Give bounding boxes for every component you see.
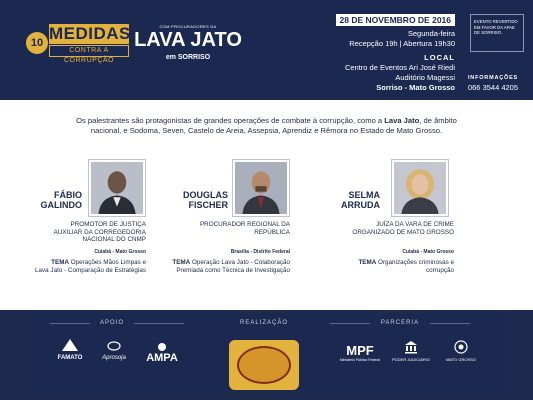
speaker-role xyxy=(320,221,454,236)
logo-number: 10 xyxy=(26,32,48,54)
apae-line-2: EM FAVOR DA APAE xyxy=(474,24,515,30)
sponsor-ampa[interactable] xyxy=(142,342,182,362)
role-line-1: PROMOTOR DE JUSTIÇA xyxy=(70,221,146,228)
apae-line-1: EVENTO REVERTIDO xyxy=(474,19,518,24)
speakers-section xyxy=(0,100,533,310)
tema-line-2: Premiada como Técnica de Investigação xyxy=(176,266,290,274)
event-location-tag: em SORRISO xyxy=(165,54,211,61)
apae-line-3: DE SORRISO. xyxy=(474,30,503,35)
tema-line-2: corrupção xyxy=(425,266,454,274)
speaker-first-name: DOUGLAS xyxy=(183,190,228,200)
realizacao-seal[interactable] xyxy=(229,340,299,390)
speaker-photo xyxy=(89,160,145,216)
speaker-name xyxy=(170,190,228,210)
venue-line-1: Centro de Eventos Ari José Riedi xyxy=(344,63,455,72)
contact-phone[interactable]: 066 3544 4205 xyxy=(467,83,519,92)
logo-subtitle: CONTRA A CORRUPÇÃO xyxy=(49,45,129,57)
sponsor-sublabel: Ministério Público Federal xyxy=(339,358,381,362)
speaker-role xyxy=(160,221,290,236)
portrait-icon xyxy=(91,162,143,214)
event-weekday: Segunda-feira xyxy=(407,29,455,38)
tema-line-1: Operações Mãos Limpas e xyxy=(70,259,146,266)
tema-key: TEMA xyxy=(172,259,191,266)
tema-key: TEMA xyxy=(358,259,377,266)
speaker-tema xyxy=(10,259,146,274)
role-line-1: JUÍZA DA VARA DE CRIME xyxy=(376,221,454,228)
divider xyxy=(134,323,184,324)
portrait-icon xyxy=(235,162,287,214)
role-line-2: ORGANIZADO DE MATO GROSSO xyxy=(352,228,454,236)
speaker-origin: Brasília - Distrito Federal xyxy=(230,249,290,255)
speaker-name xyxy=(330,190,380,210)
realizacao-label: REALIZAÇÃO xyxy=(239,320,288,326)
speaker-last-name: FISCHER xyxy=(188,200,228,210)
speaker-origin: Cuiabá - Mato Grosso xyxy=(402,249,454,255)
intro-text xyxy=(10,116,523,136)
speaker-photo xyxy=(233,160,289,216)
intro-line-2: nacional, e Sodoma, Seven, Castelo de Areia, Assepsia, Aprendiz e Rêmora no Estado de Mato Grosso. xyxy=(90,126,443,135)
logo-title: MEDIDAS xyxy=(49,24,131,43)
speaker-last-name: GALINDO xyxy=(40,200,82,210)
role-line-3: NACIONAL DO CNMP xyxy=(82,236,146,243)
portrait-icon xyxy=(394,162,446,214)
sponsor-label: FAMATO xyxy=(57,355,83,361)
sponsor-label: PODER JUDICIÁRIO xyxy=(391,357,430,362)
courthouse-icon xyxy=(404,340,418,354)
header xyxy=(0,0,533,100)
speaker-photo xyxy=(392,160,448,216)
speaker-name xyxy=(20,190,82,210)
divider xyxy=(50,323,90,324)
speaker-first-name: SELMA xyxy=(348,190,380,200)
apoio-label: APOIO xyxy=(99,320,124,326)
event-schedule: Recepção 19h | Abertura 19h30 xyxy=(349,39,455,48)
seal-emblem xyxy=(237,346,291,384)
promoters-label: COM PROCURADORES DA xyxy=(159,24,217,29)
divider xyxy=(330,323,370,324)
sponsor-label: AMPA xyxy=(146,352,178,364)
speaker-tema xyxy=(310,259,454,274)
divider xyxy=(430,323,470,324)
footer xyxy=(0,310,533,400)
sponsor-aprosoja[interactable] xyxy=(94,340,134,362)
local-label: LOCAL xyxy=(424,53,455,62)
role-line-2: REPÚBLICA xyxy=(254,228,290,236)
intro-part-2: , de âmbito xyxy=(419,116,457,125)
event-date: 28 DE NOVEMBRO DE 2016 xyxy=(336,14,455,26)
speaker-role xyxy=(20,221,146,244)
sponsor-famato[interactable] xyxy=(52,338,88,362)
tema-line-2: Lava Jato - Comparação de Estratégias xyxy=(35,266,146,274)
sponsor-mpf[interactable] xyxy=(338,344,382,363)
event-name: LAVA JATO xyxy=(134,29,242,51)
sponsor-mato-grosso[interactable] xyxy=(438,340,484,362)
parceria-label: PARCERIA xyxy=(380,320,420,326)
cotton-icon xyxy=(155,342,169,352)
sponsor-label: MATO GROSSO xyxy=(446,357,476,362)
role-line-2: AUXILIAR DA CORREGEDORIA xyxy=(53,228,146,236)
tema-key: TEMA xyxy=(51,259,69,266)
leaf-icon xyxy=(106,340,122,352)
venue-city: Sorriso - Mato Grosso xyxy=(376,83,455,92)
speaker-origin: Cuiabá - Mato Grosso xyxy=(94,249,146,255)
tema-line-1: Organizações criminosas e xyxy=(378,259,454,266)
contact-label: INFORMAÇÕES xyxy=(467,75,519,81)
sponsor-label: Aprosoja xyxy=(102,355,126,361)
tema-line-1: Operação Lava Jato - Colaboração xyxy=(191,259,290,266)
intro-bold: Lava Jato xyxy=(384,116,420,125)
apae-box xyxy=(470,14,524,52)
speaker-last-name: ARRUDA xyxy=(341,200,380,210)
speaker-tema xyxy=(150,259,290,274)
famato-icon xyxy=(60,338,80,352)
speaker-first-name: FÁBIO xyxy=(54,190,82,200)
event-info xyxy=(295,14,455,93)
role-line-1: PROCURADOR REGIONAL DA xyxy=(199,221,290,228)
sponsor-judiciario[interactable] xyxy=(388,340,434,362)
venue-line-2: Auditório Magessi xyxy=(395,73,455,82)
coat-of-arms-icon xyxy=(454,340,468,354)
sponsor-label: MPF xyxy=(346,343,374,358)
intro-part-1: Os palestrantes são protagonistas de grandes operações de combate à corrupção, como a xyxy=(76,116,385,125)
